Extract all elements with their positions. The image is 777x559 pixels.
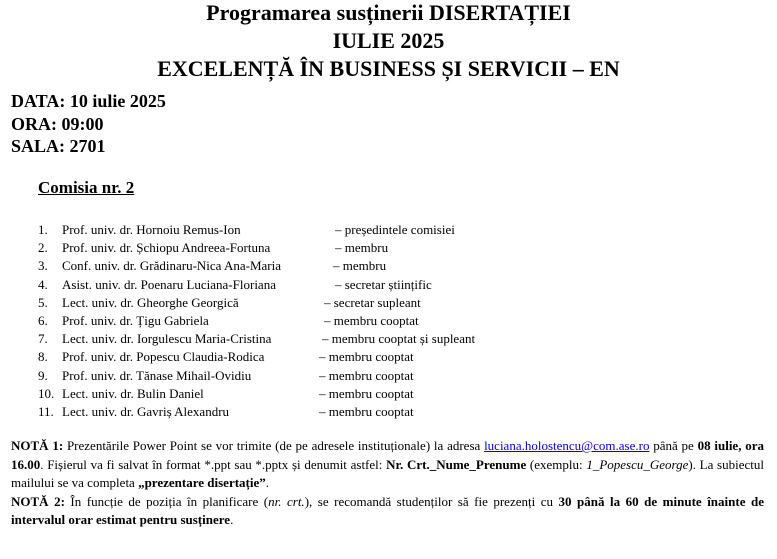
email-link[interactable]: luciana.holostencu@com.ase.ro [484,438,650,453]
member-name: Asist. univ. dr. Poenaru Luciana-Floriana [62,276,276,292]
list-item [38,385,414,403]
list-item [38,367,414,385]
list-item [38,312,419,330]
member-role: – membru cooptat [319,349,414,365]
member-role: – secretar supleant [324,294,421,310]
note-2 [11,493,764,530]
member-role: – secretar științific [335,276,432,292]
notes-section [11,437,764,530]
note-1-text: . [265,475,269,490]
email-subject: „prezentare disertație” [138,475,266,490]
committee-member-list [38,221,476,421]
member-role: – membru [335,240,389,256]
member-name: Prof. univ. dr. Tănase Mihail-Ovidiu [62,367,252,383]
member-name: Lect. univ. dr. Gheorghe Georgică [62,294,239,310]
list-item [38,294,421,312]
note-1-text: Prezentările Power Point se vor trimite (de pe adresele instituționale) la adresa [63,438,485,453]
list-item [38,239,389,257]
list-item [38,221,455,239]
note-1-text: (exemplu: [526,456,587,472]
member-number: 10. [38,385,55,401]
note-2-text: ), se recomandă studenților să fie prezenți cu [304,493,559,509]
member-number: 1. [38,222,48,237]
member-role: – președintele comisiei [335,222,455,237]
member-name: Lect. univ. dr. Iorgulescu Maria-Cristina [62,331,272,347]
member-number: 6. [38,312,48,328]
member-name: Lect. univ. dr. Bulin Daniel [62,385,204,401]
list-item [38,330,476,348]
member-name: Lect. univ. dr. Gavriș Alexandru [62,403,230,419]
committee-title: Comisia nr. 2 [38,178,135,197]
member-name: Prof. univ. dr. Țigu Gabriela [62,312,209,328]
note-1-text: ). La subiectul mailului se va completa [11,456,764,490]
page-subtitle-program: EXCELENȚĂ ÎN BUSINESS ȘI SERVICII – EN [157,56,620,81]
exam-date: DATA: 10 iulie 2025 [11,91,166,111]
page-subtitle-month: IULIE 2025 [332,28,445,53]
filename-example: 1_Popescu_George [586,456,689,472]
arrival-time: 30 până la 60 de minute înainte de intervalul orar estimat pentru susținere [11,493,764,527]
note-2-label: NOTĂ 2: [11,493,65,509]
exam-time: ORA: 09:00 [11,114,104,134]
exam-room: SALA: 2701 [11,136,106,156]
member-number: 4. [38,276,48,292]
filename-format: Nr. Crt._Nume_Prenume [386,456,527,472]
list-item [38,276,432,294]
member-role: – membru cooptat [319,403,414,419]
member-number: 2. [38,240,48,256]
deadline: 08 iulie, ora 16.00 [11,438,765,472]
list-item [38,257,387,275]
member-role: – membru cooptat [319,385,414,401]
note-2-text: . [230,512,234,527]
note-2-text: În funcție de poziția în planificare ( [64,493,269,509]
member-name: Conf. univ. dr. Grădinaru-Nica Ana-Maria [62,258,282,274]
note-1-label: NOTĂ 1: [11,438,64,453]
member-role: – membru cooptat [319,367,414,383]
member-number: 9. [38,367,48,383]
note-1 [11,437,764,493]
member-name: Prof. univ. dr. Hornoiu Remus-Ion [62,222,241,237]
member-number: 8. [38,349,48,365]
member-number: 5. [38,294,48,310]
note-1-text: până pe [649,438,698,453]
member-number: 11. [38,403,54,419]
member-role: – membru [333,258,387,274]
member-name: Prof. univ. dr. Popescu Claudia-Rodica [62,349,265,365]
list-item [38,403,414,421]
member-name: Prof. univ. dr. Șchiopu Andreea-Fortuna [62,240,271,256]
member-role: – membru cooptat și supleant [322,331,476,347]
page-title: Programarea susținerii DISERTAȚIEI [206,0,571,25]
list-item [38,348,414,366]
note-1-text: . Fișierul va fi salvat în format *.ppt sau *.pptx și denumit astfel: [40,456,387,472]
member-number: 3. [38,258,48,274]
member-number: 7. [38,331,48,347]
nr-crt: nr. crt. [268,493,305,509]
member-role: – membru cooptat [324,312,419,328]
